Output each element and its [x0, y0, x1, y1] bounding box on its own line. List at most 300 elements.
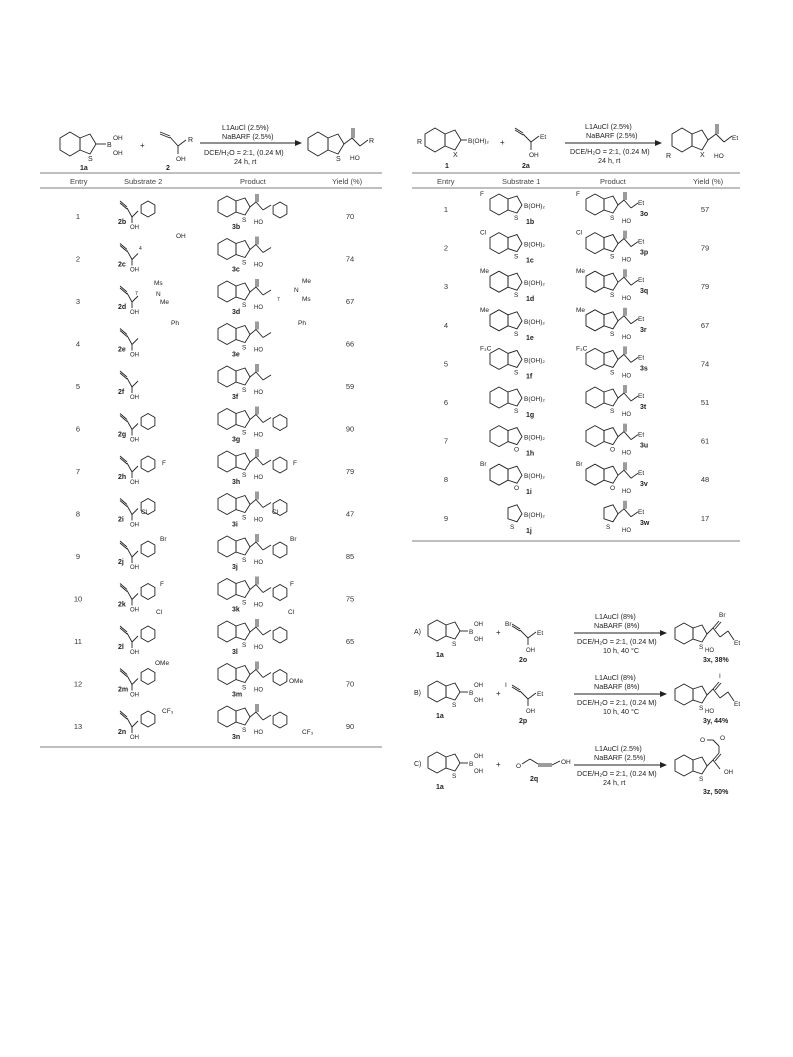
hydroxyl-label: OH: [130, 225, 139, 231]
ethyl-label: Et: [638, 354, 645, 362]
svg-text:S: S: [510, 523, 515, 531]
svg-text:OH: OH: [561, 759, 571, 766]
condition-text: NaBARF (2.5%): [594, 753, 646, 762]
right-table-row: [444, 230, 709, 265]
svg-text:O: O: [516, 763, 522, 770]
substrate-label: 2f: [118, 389, 125, 396]
scheme-tag: A): [414, 629, 421, 636]
entry-number: 2: [443, 243, 449, 253]
scheme-c: [414, 735, 733, 796]
hydroxyl-label: HO: [254, 305, 263, 311]
scheme-tag: B): [414, 690, 421, 697]
bottom-schemes: [414, 612, 740, 796]
heteroatom: S: [242, 599, 247, 607]
svg-text:Entry: Entry: [437, 177, 455, 186]
right-table-row: [444, 345, 709, 380]
substrate-label: 2l: [118, 644, 124, 651]
substituent-label: Ph: [298, 320, 306, 327]
label-2: 2: [166, 165, 170, 172]
yield-value: 67: [700, 320, 710, 330]
heteroatom: S: [242, 557, 247, 564]
heteroatom: S: [242, 642, 247, 649]
heteroatom: S: [610, 292, 615, 300]
hydroxyl-label: OH: [130, 607, 139, 614]
ethyl-label: Et: [638, 508, 645, 516]
svg-text:HO: HO: [350, 155, 360, 162]
heteroatom: S: [514, 408, 519, 415]
hydroxyl-label: HO: [622, 527, 631, 534]
svg-text:HO: HO: [714, 153, 724, 160]
right-table-row: [444, 191, 709, 226]
right-table-row: [444, 501, 709, 535]
svg-text:X: X: [453, 152, 458, 159]
substrate-label: 2g: [118, 431, 127, 439]
entry-number: 9: [75, 552, 81, 561]
product-label: 3m: [232, 691, 243, 699]
yield-value: 59: [345, 382, 355, 391]
hydroxyl-label: OH: [130, 692, 139, 699]
substrate-label: 1j: [526, 527, 532, 535]
substituent-label: Cl: [141, 509, 148, 516]
scheme-tag: C): [414, 761, 422, 768]
product-label: 3h: [232, 479, 241, 486]
heteroatom: S: [242, 217, 247, 224]
svg-text:OH: OH: [474, 683, 483, 689]
hydroxyl-label: HO: [254, 602, 263, 609]
hydroxyl-label: OH: [130, 565, 139, 571]
n-label: N: [156, 291, 161, 298]
heteroatom: S: [610, 253, 615, 261]
svg-text:+: +: [496, 628, 501, 637]
hydroxyl-label: OH: [130, 650, 139, 656]
hydroxyl-label: HO: [254, 432, 263, 439]
svg-text:OH: OH: [176, 156, 186, 163]
boronic-acid-label: B(OH)₂: [524, 473, 545, 481]
yield-value: 70: [345, 212, 355, 221]
svg-text:OH: OH: [474, 698, 483, 704]
svg-text:NaBARF (2.5%): NaBARF (2.5%): [222, 132, 274, 141]
heteroatom: S: [699, 776, 704, 783]
svg-text:DCE/H₂O = 2:1, (0.24 M): DCE/H₂O = 2:1, (0.24 M): [204, 148, 284, 157]
substituent-label: F: [293, 460, 297, 467]
heteroatom: S: [514, 253, 519, 261]
reactant-2a: [515, 128, 546, 170]
svg-text:2a: 2a: [522, 163, 530, 170]
subscript-label: 7: [135, 291, 138, 297]
heteroatom: S: [452, 773, 457, 780]
svg-text:O: O: [720, 735, 726, 742]
boronic-acid-label: B(OH)₂: [524, 318, 545, 326]
yield-value: 65: [345, 637, 355, 646]
svg-text:Substrate 1: Substrate 1: [502, 177, 541, 186]
hydroxyl-label: HO: [622, 489, 631, 496]
hydroxyl-label: OH: [130, 267, 139, 274]
right-table-row: [444, 461, 709, 496]
svg-text:Et: Et: [537, 630, 544, 637]
svg-text:R: R: [417, 139, 423, 146]
svg-text:Et: Et: [732, 135, 739, 142]
entry-number: 5: [443, 359, 449, 369]
product-label: 3n: [232, 734, 241, 741]
product-label: 3i: [232, 521, 238, 529]
condition-text: 10 h, 40 °C: [603, 646, 640, 655]
entry-number: 11: [74, 637, 82, 646]
sulfur-atom: S: [88, 156, 93, 163]
hydroxyl-label: HO: [254, 390, 263, 396]
substituent-label: Me: [576, 306, 586, 314]
entry-number: 4: [443, 320, 449, 330]
entry-number: 5: [75, 382, 81, 391]
substituent-label: Cl: [272, 509, 279, 516]
svg-text:24 h, rt: 24 h, rt: [234, 157, 257, 166]
product-yield: 3y, 44%: [703, 718, 729, 725]
right-table-row: [444, 424, 709, 458]
svg-text:HO: HO: [705, 648, 714, 654]
yield-value: 79: [700, 282, 710, 292]
substrate-label: 2e: [118, 346, 126, 354]
substituent-label: F₃C: [576, 345, 588, 353]
boronic-acid-label: B(OH)₂: [524, 241, 545, 249]
svg-text:O: O: [700, 737, 706, 744]
hydroxyl-label: HO: [254, 475, 263, 481]
boron-atom: B: [107, 142, 112, 149]
substrate-label: 1e: [526, 334, 534, 342]
entry-number: 12: [73, 679, 83, 689]
substituent-label: Cl: [480, 229, 487, 237]
halogen-label: Br: [719, 612, 726, 619]
yield-value: 74: [345, 254, 355, 264]
substrate-label: 1c: [526, 257, 534, 265]
product-label: 3f: [232, 394, 239, 401]
entry-number: 1: [75, 212, 81, 221]
left-header-yield: Yield (%): [332, 177, 363, 186]
scheme-a: [414, 612, 740, 664]
substituent-label: Br: [576, 461, 583, 469]
svg-text:1: 1: [445, 163, 449, 170]
substrate-label: 1d: [526, 296, 535, 304]
hydroxyl-label: HO: [622, 450, 631, 457]
hydroxyl-label: HO: [622, 412, 631, 418]
ethyl-label: Et: [638, 470, 645, 478]
yield-value: 70: [345, 679, 355, 689]
left-header-product: Product: [240, 177, 266, 186]
hydroxyl-label: HO: [254, 347, 263, 354]
product-label: 3c: [232, 266, 240, 274]
heteroatom: S: [242, 429, 247, 437]
condition-text: NaBARF (8%): [594, 682, 640, 691]
heteroatom: S: [242, 727, 247, 734]
subscript-label: 7: [277, 297, 280, 303]
hydroxyl-label: HO: [254, 517, 263, 524]
yield-value: 79: [700, 243, 710, 253]
svg-text:L1AuCl (2.5%): L1AuCl (2.5%): [222, 123, 269, 132]
svg-text:OH: OH: [474, 622, 483, 628]
product-label: 3v: [640, 481, 648, 489]
condition-text: DCE/H₂O = 2:1, (0.24 M): [577, 769, 657, 778]
hydroxyl-label: OH: [130, 522, 139, 529]
svg-text:+: +: [496, 689, 501, 698]
substituent-label: Ph: [171, 320, 179, 327]
entry-number: 6: [443, 398, 449, 407]
condition-text: 10 h, 40 °C: [603, 707, 640, 716]
entry-number: 10: [73, 594, 83, 604]
svg-text:+: +: [140, 141, 145, 150]
substituent-label: Br: [160, 536, 167, 543]
svg-text:DCE/H₂O = 2:1, (0.24 M): DCE/H₂O = 2:1, (0.24 M): [570, 147, 650, 156]
product-label: 3p: [640, 249, 649, 257]
condition-text: L1AuCl (2.5%): [595, 744, 642, 753]
heteroatom: S: [514, 369, 519, 377]
substituent-label: OMe: [289, 678, 304, 685]
halogen-label: Br: [505, 621, 512, 628]
substituent-label: CF₃: [162, 708, 174, 715]
hydroxyl-label: HO: [254, 262, 263, 269]
svg-text:OH: OH: [113, 135, 123, 142]
scheme-b: [414, 673, 740, 725]
svg-text:Et: Et: [540, 134, 547, 141]
svg-text:Product: Product: [600, 177, 626, 186]
svg-text:S: S: [606, 523, 611, 531]
yield-value: 85: [345, 552, 355, 561]
hydroxyl-label: HO: [622, 373, 631, 380]
substrate-label: 2n: [118, 729, 127, 736]
product-label: 3j: [232, 564, 238, 571]
left-header-entry: Entry: [70, 177, 88, 186]
svg-text:B: B: [469, 761, 474, 768]
heteroatom: S: [242, 387, 247, 394]
heteroatom: S: [699, 705, 704, 712]
heteroatom: S: [610, 369, 615, 377]
n-label: N: [294, 287, 299, 294]
product-label: 3w: [640, 519, 650, 527]
me-label: Me: [302, 278, 312, 285]
product-label: 3k: [232, 606, 240, 614]
substrate-label: 1h: [526, 450, 535, 458]
svg-text:Et: Et: [734, 640, 741, 647]
ethyl-label: Et: [638, 315, 645, 323]
hydroxyl-label: HO: [622, 334, 631, 341]
entry-number: 8: [443, 475, 449, 485]
svg-text:OH: OH: [474, 769, 483, 775]
hydroxyl-label: OH: [130, 437, 139, 444]
yield-value: 90: [345, 722, 355, 731]
svg-text:S: S: [336, 156, 341, 163]
yield-value: 51: [700, 398, 710, 407]
svg-text:24 h, rt: 24 h, rt: [598, 156, 621, 165]
halogen-label: I: [719, 673, 721, 680]
substrate-label: 2k: [118, 601, 126, 609]
product-label: 3d: [232, 309, 241, 316]
hydroxyl-label: HO: [254, 687, 263, 694]
yield-value: 57: [700, 205, 710, 214]
product-label: 3q: [640, 288, 649, 296]
substrate-label: 2m: [118, 686, 129, 694]
ethyl-label: Et: [638, 200, 645, 207]
substrate-label: 1b: [526, 219, 535, 226]
right-rows: [444, 191, 709, 535]
svg-text:R: R: [666, 153, 672, 160]
reagent-label: 1a: [436, 713, 444, 720]
heteroatom: S: [242, 684, 247, 692]
heteroatom: O: [610, 485, 616, 493]
label-1a: 1a: [80, 165, 88, 172]
product-label: 3g: [232, 436, 241, 444]
ethyl-label: Et: [638, 277, 645, 285]
heteroatom: S: [514, 330, 519, 338]
right-scheme: [417, 122, 738, 170]
substrate-label: 1g: [526, 412, 535, 419]
boronic-acid-label: B(OH)₂: [524, 396, 545, 403]
hydroxyl-label: HO: [254, 220, 263, 226]
heteroatom: S: [242, 344, 247, 352]
hydroxyl-label: OH: [130, 395, 139, 401]
entry-number: 3: [443, 282, 449, 292]
halogen-label: I: [505, 682, 507, 689]
product-yield: 3x, 38%: [703, 657, 729, 664]
ethyl-label: Et: [638, 431, 645, 439]
product-label: 3u: [640, 442, 649, 450]
subscript-label: 4: [139, 246, 142, 252]
reagent-label: 2p: [519, 718, 528, 725]
yield-value: 75: [345, 594, 355, 604]
reagent-label: 2q: [530, 776, 539, 783]
svg-text:OH: OH: [529, 152, 539, 159]
product-label: 3l: [232, 649, 238, 656]
svg-text:X: X: [700, 152, 705, 159]
ms-label: Ms: [154, 280, 163, 287]
svg-text:L1AuCl (2.5%): L1AuCl (2.5%): [585, 122, 632, 131]
heteroatom: S: [610, 330, 615, 338]
substituent-label: Me: [480, 306, 490, 314]
substrate-label: 1i: [526, 489, 532, 497]
yield-value: 90: [345, 424, 355, 434]
right-table-row: [444, 385, 709, 419]
ms-label: Ms: [302, 296, 311, 303]
substituent-label: Br: [290, 536, 297, 543]
reagent-label: 1a: [436, 652, 444, 659]
boronic-acid-label: B(OH)₂: [524, 280, 545, 288]
substituent-label: OMe: [155, 660, 170, 667]
svg-text:OH: OH: [113, 150, 123, 157]
svg-text:Et: Et: [734, 701, 741, 708]
heteroatom: S: [514, 292, 519, 300]
product-label: 3b: [232, 224, 241, 231]
substituent-label: F: [290, 581, 294, 588]
substituent-label: Cl: [288, 609, 295, 616]
yield-value: 17: [700, 513, 710, 523]
right-table-row: [444, 307, 709, 342]
left-header-substrate: Substrate 2: [124, 177, 163, 186]
entry-number: 2: [75, 254, 81, 264]
svg-text:OH: OH: [474, 637, 483, 643]
entry-number: 4: [75, 339, 81, 349]
heteroatom: S: [242, 259, 247, 267]
heteroatom: S: [610, 408, 615, 415]
entry-number: 6: [75, 424, 81, 434]
substituent-label: F: [162, 460, 166, 467]
reagent-label: 1a: [436, 784, 444, 791]
ethyl-label: Et: [638, 238, 645, 246]
hydroxyl-label: OH: [130, 480, 139, 486]
substituent-label: F: [160, 581, 164, 588]
substrate-label: 2c: [118, 261, 126, 269]
substrate-label: 2b: [118, 219, 127, 226]
yield-value: 66: [345, 339, 355, 349]
svg-text:B(OH)₂: B(OH)₂: [468, 138, 489, 145]
substrate-label: 2d: [118, 304, 127, 311]
entry-number: 13: [73, 722, 83, 731]
svg-text:+: +: [500, 138, 505, 147]
svg-text:HO: HO: [705, 709, 714, 715]
svg-text:B: B: [469, 629, 474, 636]
heteroatom: S: [242, 472, 247, 479]
substituent-label: CF₃: [302, 729, 314, 736]
boronic-acid-label: B(OH)₂: [524, 357, 545, 365]
heteroatom: S: [699, 644, 704, 651]
condition-text: NaBARF (8%): [594, 621, 640, 630]
me-label: Me: [160, 299, 170, 306]
substrate-label: 2i: [118, 516, 124, 524]
svg-text:OH: OH: [526, 709, 535, 715]
condition-text: L1AuCl (8%): [595, 673, 636, 682]
substituent-label: Br: [480, 461, 487, 469]
boronic-acid-label: B(OH)₂: [524, 511, 545, 519]
yield-value: 47: [345, 509, 355, 519]
product-3-right: [666, 124, 738, 160]
svg-text:R: R: [369, 138, 375, 145]
entry-number: 9: [443, 513, 449, 523]
condition-text: L1AuCl (8%): [595, 612, 636, 621]
yield-value: 48: [700, 475, 710, 485]
heteroatom: O: [514, 446, 520, 454]
substrate-label: 1f: [526, 373, 533, 381]
yield-value: 74: [700, 359, 710, 369]
heteroatom: O: [610, 446, 616, 454]
substituent-label: Cl: [576, 229, 583, 237]
condition-text: DCE/H₂O = 2:1, (0.24 M): [577, 698, 657, 707]
entry-number: 7: [443, 436, 449, 446]
product-yield: 3z, 50%: [703, 789, 729, 796]
hydroxyl-label: HO: [622, 257, 631, 264]
entry-number: 3: [75, 297, 81, 306]
entry-number: 1: [443, 205, 449, 214]
condition-text: 24 h, rt: [603, 778, 626, 787]
product-label: 3t: [640, 404, 647, 411]
hydroxyl-label: OH: [130, 310, 139, 316]
substituent-label: Me: [480, 268, 490, 276]
svg-text:NaBARF (2.5%): NaBARF (2.5%): [586, 131, 638, 140]
substrate-label: 2j: [118, 559, 124, 566]
substituent-label: OH: [176, 233, 186, 240]
substituent-label: Cl: [156, 609, 163, 616]
substituent-label: Me: [576, 268, 586, 276]
substrate-label: 2h: [118, 474, 127, 481]
hydroxyl-label: HO: [254, 560, 263, 566]
yield-value: 67: [345, 297, 355, 306]
svg-text:R: R: [188, 137, 194, 144]
svg-text:Et: Et: [537, 691, 544, 698]
product-label: 3s: [640, 365, 648, 373]
condition-text: DCE/H₂O = 2:1, (0.24 M): [577, 637, 657, 646]
substituent-label: F: [480, 191, 484, 198]
yield-value: 79: [345, 467, 355, 476]
product-label: 3e: [232, 351, 240, 359]
svg-text:OH: OH: [474, 754, 483, 760]
ethyl-label: Et: [638, 393, 645, 400]
yield-value: 61: [700, 436, 710, 446]
svg-text:OH: OH: [526, 648, 535, 654]
heteroatom: S: [242, 302, 247, 309]
